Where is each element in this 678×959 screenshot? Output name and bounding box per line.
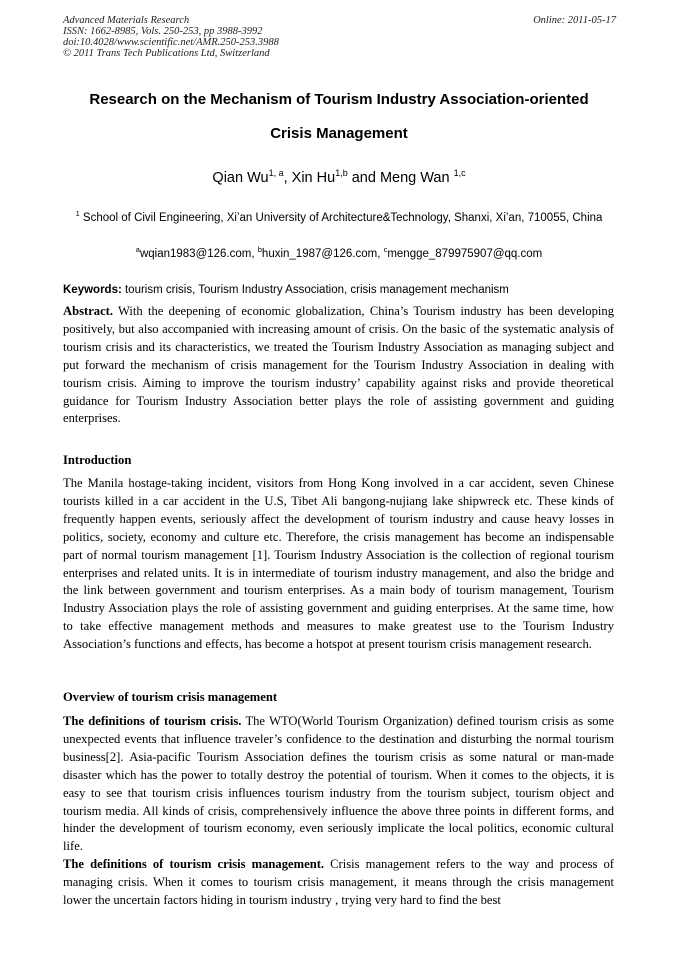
author-name: Qian Wu <box>212 169 269 186</box>
crisis-management-label: The definitions of tourism crisis management. <box>63 857 325 871</box>
author-affiliation-mark: 1, a <box>268 168 284 178</box>
copyright-line: © 2011 Trans Tech Publications Ltd, Switzerland <box>63 48 270 59</box>
author-name: Meng Wan <box>379 169 450 186</box>
affiliation-text: School of Civil Engineering, Xi’an University of Architecture&Technology, Shanxi, Xi’an, 710055, China <box>79 211 603 224</box>
author-affiliation-mark: 1,c <box>453 168 466 178</box>
author-affiliation-mark: 1,b <box>335 168 348 178</box>
affiliation-mark: 1 <box>75 209 80 218</box>
doi-line: doi:10.4028/www.scientific.net/AMR.250-253.3988 <box>63 37 279 48</box>
author-name: Xin Hu <box>291 169 336 186</box>
author-separator: and <box>347 169 380 186</box>
online-date: Online: 2011-05-17 <box>533 15 616 26</box>
email-separator: , <box>251 247 258 260</box>
email-mark: b <box>257 245 262 254</box>
paper-title-line2: Crisis Management <box>270 125 408 142</box>
crisis-management-text: Crisis management refers to the way and process of managing crisis. When it comes to tourism crisis management, it means through the crisis management lower the uncertain factors hiding in tourism industry , trying very hard to find the best <box>63 857 614 907</box>
issn-line: ISSN: 1662-8985, Vols. 250-253, pp 3988-3992 <box>63 26 263 37</box>
paper-title-line1: Research on the Mechanism of Tourism Industry Association-oriented <box>89 91 589 108</box>
definitions-paragraph <box>63 713 614 856</box>
definitions-text: The WTO(World Tourism Organization) defined tourism crisis as some unexpected events that influence traveler’s confidence to the destination and disturbing the normal tourism business[2]. Asia-pacific Tourism Association defines the tourism crisis as some natural or man-made disaster which has the power to totally destroy the potential of tourism. When it comes to the objects, it is easy to see that tourism crisis influences tourism industry from the tourism subject, tourism object and tourism media. All kinds of crisis, comprehensively influence the above three points in different forms, and hinder the development of tourism economy, even seriously implicate the local politics, economic cultural life. <box>63 714 614 854</box>
email-mark: c <box>383 245 388 254</box>
journal-header <box>63 15 279 59</box>
crisis-management-paragraph <box>63 856 614 910</box>
abstract-label: Abstract. <box>63 304 114 318</box>
abstract-text: With the deepening of economic globalization, China’s Tourism industry has been developing positively, but also accompanied with increasing amount of crisis. On the basic of the systematic analysis of tourism crisis and its characteristics, we treated the Tourism Industry Association as managing subject and put forward the mechanism of crisis management for the Tourism Industry Association in dealing with tourism crisis. Aiming to improve the tourism industry’ capability against risks and provide theoretical guidance for Tourism Industry Association better plays the role of assisting government and guiding enterprises. <box>63 304 614 426</box>
keywords-label: Keywords: <box>63 284 122 296</box>
definitions-label: The definitions of tourism crisis. <box>63 714 242 728</box>
affiliation <box>60 204 618 228</box>
email-list <box>0 245 678 260</box>
overview-heading: Overview of tourism crisis management <box>63 690 278 704</box>
email-address: mengge_879975907@qq.com <box>387 247 543 260</box>
introduction-heading: Introduction <box>63 453 132 467</box>
email-address: huxin_1987@126.com <box>261 247 378 260</box>
journal-name: Advanced Materials Research <box>63 15 190 26</box>
introduction-paragraph: The Manila hostage-taking incident, visitors from Hong Kong involved in a car accident, seven Chinese tourists killed in a car accident in the U.S, Tibet Ali bangong-nujiang lake shipwreck etc. These kinds of frequently happen events, seriously affect the development of tourism industry and cause heavy losses in politics, society, economy and culture etc. Therefore, the crisis management has become an indispensable part of normal tourism management [1]. Tourism Industry Association is the collection of regional tourism enterprises and related units. It is in intermediate of tourism industry management, and also the bridge and the link between government and tourism enterprises. As a main body of tourism management, Tourism Industry Association plays the role of assisting government and guiding enterprises. At the same time, how to take effective management methods and measures to make greatest use to the Tourism Industry Association’s functions and effects, has become a hotspot at present tourism crisis management research. <box>63 476 614 652</box>
author-separator: , <box>283 169 292 186</box>
author-list <box>0 168 678 186</box>
email-mark: a <box>135 245 140 254</box>
abstract-paragraph <box>63 303 614 428</box>
keywords <box>63 284 509 296</box>
email-address: wqian1983@126.com <box>139 247 252 260</box>
keywords-text: tourism crisis, Tourism Industry Association, crisis management mechanism <box>121 284 509 296</box>
email-separator: , <box>377 247 384 260</box>
